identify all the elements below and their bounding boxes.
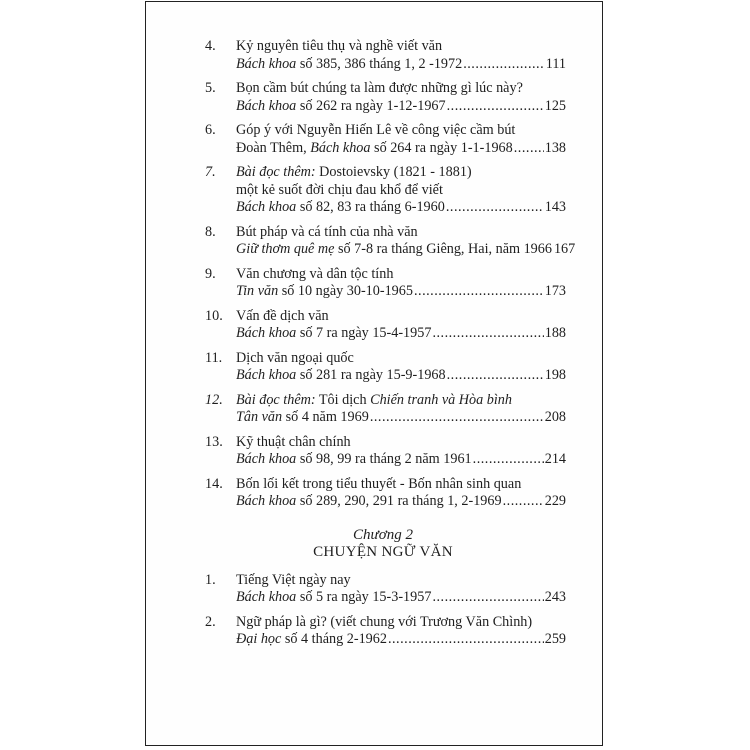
page-number: 208 — [544, 409, 566, 425]
entry-text — [236, 224, 418, 242]
entry-text — [236, 140, 513, 158]
entry-line — [236, 140, 566, 158]
entry-number: 14. — [205, 475, 223, 492]
entry-line — [236, 182, 566, 200]
entry-number: 8. — [205, 223, 216, 240]
toc-entry — [200, 308, 566, 343]
toc-entry — [200, 266, 566, 301]
dot-leader — [370, 409, 544, 427]
page-number: 214 — [544, 451, 566, 467]
entry-text — [236, 476, 521, 494]
text-segment: số 281 ra ngày 15-9-1968 — [296, 367, 446, 383]
entry-number: 1. — [205, 571, 216, 588]
entry-line — [236, 98, 566, 116]
entry-number: 7. — [205, 164, 216, 180]
text-segment: số 10 ngày 30-10-1965 — [278, 283, 413, 299]
entry-number: 9. — [205, 265, 216, 282]
dot-leader — [503, 493, 544, 511]
entry-text — [236, 451, 472, 469]
page-number: 143 — [544, 199, 566, 215]
toc-entry — [200, 572, 566, 607]
entry-line — [236, 241, 576, 259]
text-segment: số 82, 83 ra tháng 6-1960 — [296, 199, 445, 215]
text-segment: số 289, 290, 291 ra tháng 1, 2-1969 — [296, 493, 502, 509]
entry-line — [236, 38, 566, 56]
entry-text — [236, 164, 472, 182]
page-number: 125 — [544, 97, 566, 114]
entry-line — [236, 224, 566, 242]
entry-number: 13. — [205, 433, 223, 450]
toc-entry — [200, 476, 566, 511]
entry-text — [236, 182, 443, 200]
entry-number: 5. — [205, 80, 216, 96]
dot-leader — [388, 631, 544, 649]
entry-number: 2. — [205, 613, 216, 630]
page-number: 167 — [553, 241, 576, 257]
publication-title: Tin văn — [236, 283, 279, 299]
toc-entry — [200, 350, 566, 385]
text-segment: Bút pháp và cá tính của nhà văn — [236, 223, 418, 240]
entry-text — [236, 631, 387, 649]
text-segment: số 262 ra ngày 1-12-1967 — [296, 97, 446, 114]
publication-title: Bách khoa — [236, 325, 297, 341]
entry-line — [236, 409, 566, 427]
dot-leader — [473, 451, 544, 469]
text-segment: Ngữ pháp là gì? (viết chung với Trương Văn Chình) — [236, 613, 533, 630]
text-segment: Văn chương và dân tộc tính — [236, 265, 394, 282]
publication-title: Bài đọc thêm: — [236, 391, 316, 408]
entry-text — [236, 493, 502, 511]
entry-line — [236, 392, 566, 410]
publication-title: Bách khoa — [236, 589, 297, 605]
text-segment: số 264 ra ngày 1-1-1968 — [370, 139, 513, 156]
text-segment: số 385, 386 tháng 1, 2 -1972 — [296, 55, 463, 72]
text-segment: Dịch văn ngoại quốc — [236, 349, 354, 366]
entry-text — [236, 38, 442, 56]
toc-entry — [200, 38, 566, 73]
page-number: 229 — [544, 493, 566, 509]
dot-leader — [514, 140, 544, 158]
entry-line — [236, 476, 566, 494]
publication-title: Bách khoa — [236, 367, 297, 383]
text-segment: Đoàn Thêm, — [236, 139, 311, 156]
text-segment: số 98, 99 ra tháng 2 năm 1961 — [296, 451, 472, 467]
entry-text — [236, 308, 329, 326]
text-segment: Bốn lối kết trong tiểu thuyết - Bốn nhân sinh quan — [236, 475, 522, 492]
entry-text — [236, 325, 431, 343]
text-segment: Góp ý với Nguyễn Hiến Lê về công việc cầm bút — [236, 122, 516, 138]
entry-text — [236, 434, 351, 452]
dot-leader — [447, 367, 544, 385]
entry-text — [236, 614, 532, 632]
entry-number: 12. — [205, 391, 223, 408]
publication-title: Bài đọc thêm: — [236, 164, 316, 180]
toc-entry — [200, 392, 566, 427]
text-segment: Kỷ nguyên tiêu thụ và nghề viết văn — [236, 38, 443, 54]
text-segment: số 5 ra ngày 15-3-1957 — [296, 589, 432, 605]
entry-line — [236, 266, 566, 284]
toc-entry — [200, 614, 566, 649]
page-number: 188 — [544, 325, 566, 341]
entry-line — [236, 164, 566, 182]
text-segment: số 7-8 ra tháng Giêng, Hai, năm 1966 — [334, 241, 552, 257]
entry-line — [236, 434, 566, 452]
publication-title: Bách khoa — [236, 97, 297, 114]
page-number: 138 — [544, 139, 566, 156]
publication-title: Đại học — [236, 631, 282, 647]
entry-number: 11. — [205, 349, 223, 366]
entry-text — [236, 199, 445, 217]
chapter-title: CHUYỆN NGỮ VĂN — [313, 544, 453, 560]
entry-text — [236, 350, 354, 368]
entry-text — [236, 98, 446, 116]
entry-line — [236, 631, 566, 649]
entry-line — [236, 451, 566, 469]
entry-line — [236, 283, 566, 301]
entry-line — [236, 325, 566, 343]
entry-line — [236, 493, 566, 511]
entry-text — [236, 409, 369, 427]
entry-line — [236, 589, 566, 607]
dot-leader — [463, 56, 545, 74]
dot-leader — [432, 589, 543, 607]
entry-line — [236, 80, 566, 98]
text-segment: số 4 tháng 2-1962 — [281, 631, 387, 647]
publication-title: Bách khoa — [310, 139, 371, 156]
entry-text — [236, 80, 523, 98]
publication-title: Chiến tranh và Hòa bình — [370, 391, 512, 408]
text-segment: Bọn cầm bút chúng ta làm được những gì lúc này? — [236, 80, 523, 96]
entry-number: 6. — [205, 122, 216, 138]
entry-line — [236, 350, 566, 368]
entry-text — [236, 589, 431, 607]
entry-line — [236, 122, 566, 140]
dot-leader — [446, 199, 544, 217]
text-segment: Kỹ thuật chân chính — [236, 433, 351, 450]
entry-text — [236, 241, 552, 259]
entry-text — [236, 122, 515, 140]
publication-title: Bách khoa — [236, 55, 297, 72]
chapter-heading — [200, 527, 566, 562]
entry-text — [236, 56, 462, 74]
text-segment: Dostoievsky (1821 - 1881) — [315, 164, 472, 180]
entry-number: 10. — [205, 307, 223, 324]
table-of-contents — [200, 38, 576, 656]
publication-title: Giữ thơm quê mẹ — [236, 241, 335, 257]
text-segment: số 7 ra ngày 15-4-1957 — [296, 325, 432, 341]
text-segment: số 4 năm 1969 — [282, 409, 369, 425]
entry-line — [236, 308, 566, 326]
chapter-label: Chương 2 — [353, 526, 413, 543]
publication-title: Bách khoa — [236, 199, 297, 215]
toc-entry — [200, 164, 566, 217]
page-number: 198 — [544, 367, 566, 383]
dot-leader — [447, 98, 544, 116]
page-number: 173 — [544, 283, 566, 299]
dot-leader — [432, 325, 543, 343]
entry-text — [236, 572, 351, 590]
toc-entry — [200, 434, 566, 469]
toc-entry — [200, 80, 566, 115]
entry-text — [236, 283, 413, 301]
entry-line — [236, 572, 566, 590]
publication-title: Bách khoa — [236, 451, 297, 467]
entry-line — [236, 199, 566, 217]
entry-number: 4. — [205, 38, 216, 54]
page-number: 111 — [545, 55, 566, 72]
publication-title: Tân văn — [236, 409, 283, 425]
page-number: 243 — [544, 589, 566, 605]
dot-leader — [414, 283, 544, 301]
entry-line — [236, 614, 566, 632]
text-segment: Tiếng Việt ngày nay — [236, 571, 351, 588]
text-segment: một kẻ suốt đời chịu đau khổ để viết — [236, 181, 443, 198]
page-number: 259 — [544, 631, 566, 647]
entry-text — [236, 367, 446, 385]
toc-entry — [200, 122, 566, 157]
entry-text — [236, 392, 512, 410]
text-segment: Tôi dịch — [315, 391, 371, 408]
publication-title: Bách khoa — [236, 493, 297, 509]
text-segment: Vấn đề dịch văn — [236, 307, 329, 324]
entry-text — [236, 266, 393, 284]
toc-entry — [200, 223, 576, 259]
entry-line — [236, 56, 566, 74]
entry-line — [236, 367, 566, 385]
